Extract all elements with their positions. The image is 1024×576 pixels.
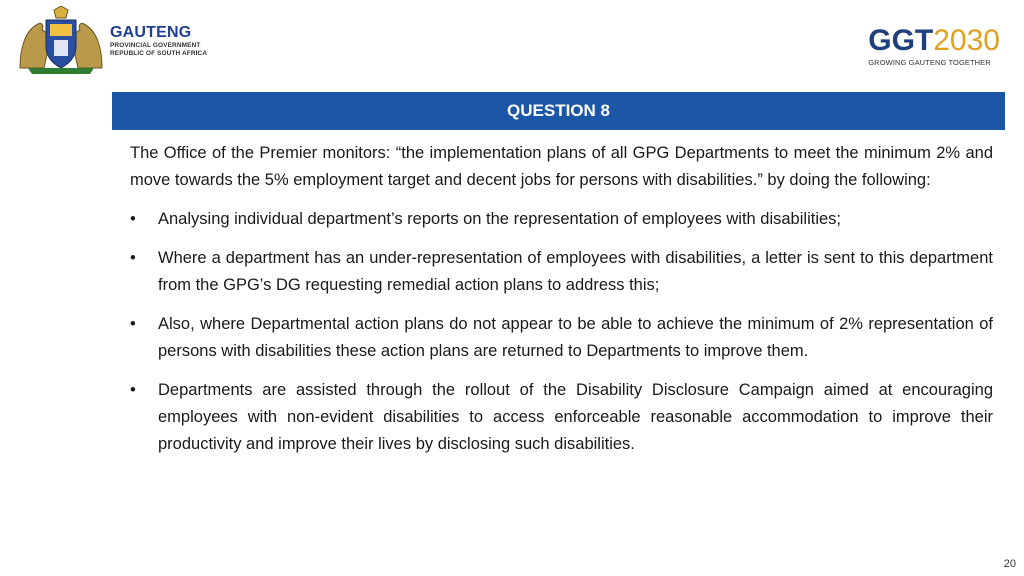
list-item-text: Departments are assisted through the rollout of the Disability Disclosure Campaign aimed at encouraging employees with non-evident disabilities to access enforceable reasonable accommodation to improve their productivity and improve their lives by disclosing such disabilities. xyxy=(158,381,993,453)
title-banner xyxy=(112,92,1005,130)
slide-content xyxy=(130,140,993,470)
gauteng-subtitle-1: PROVINCIAL GOVERNMENT xyxy=(110,42,201,49)
ggt2030-wordmark xyxy=(868,26,1000,56)
header xyxy=(0,0,1024,80)
bullet-icon: • xyxy=(130,381,136,399)
list-item xyxy=(130,377,993,458)
gauteng-name: GAUTENG xyxy=(110,24,192,41)
list-item-text: Analysing individual department’s reports on the representation of employees with disabilities; xyxy=(158,210,841,228)
ggt-year: 2030 xyxy=(933,24,1000,57)
ggt-text: GGT xyxy=(868,24,934,57)
coat-of-arms-icon xyxy=(14,6,108,76)
intro-paragraph: The Office of the Premier monitors: “the implementation plans of all GPG Departments to meet the minimum 2% and move towards the 5% employment target and decent jobs for persons with disabilities.” by doing the following: xyxy=(130,144,993,189)
bullet-icon: • xyxy=(130,249,136,267)
slide-title: QUESTION 8 xyxy=(507,101,610,120)
list-item-text: Where a department has an under-representation of employees with disabilities, a letter is sent to this department from the GPG’s DG requesting remedial action plans to address this; xyxy=(158,249,993,294)
bullet-icon: • xyxy=(130,315,136,333)
list-item xyxy=(130,311,993,365)
list-item-text: Also, where Departmental action plans do not appear to be able to achieve the minimum of 2% representation of persons with disabilities these action plans are returned to Departments to improve them. xyxy=(158,315,993,360)
ggt2030-tagline: GROWING GAUTENG TOGETHER xyxy=(868,58,991,67)
bullet-list xyxy=(130,206,993,458)
gauteng-subtitle-2: REPUBLIC OF SOUTH AFRICA xyxy=(110,50,208,57)
list-item xyxy=(130,206,993,233)
page-number: 20 xyxy=(1003,558,1016,570)
gauteng-logo xyxy=(14,6,214,76)
gauteng-logo-text xyxy=(110,24,207,58)
bullet-icon: • xyxy=(130,210,136,228)
ggt2030-logo xyxy=(868,26,1000,67)
list-item xyxy=(130,245,993,299)
